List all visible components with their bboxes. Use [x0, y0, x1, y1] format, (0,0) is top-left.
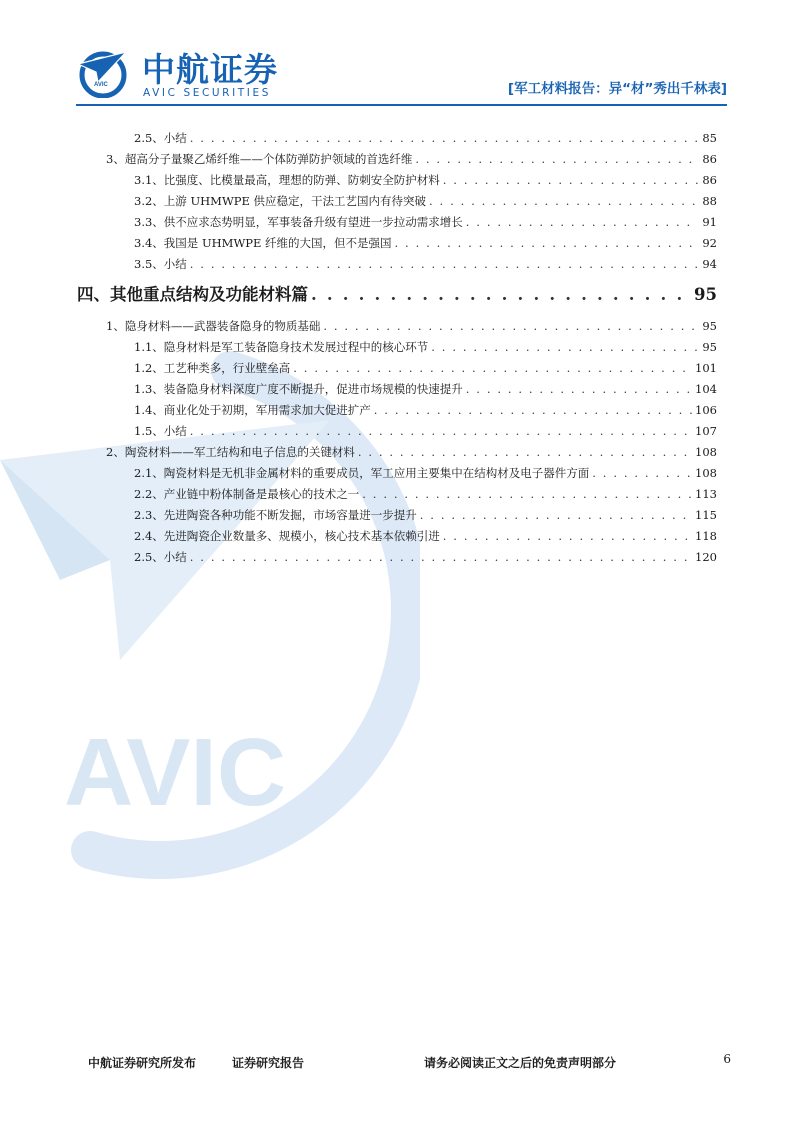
toc-entry-page: 104: [695, 382, 717, 396]
toc-entry[interactable]: [134, 507, 717, 523]
toc-leader-dots: [190, 257, 698, 271]
toc-entry[interactable]: [106, 444, 717, 460]
toc-entry-page: 88: [702, 194, 717, 208]
toc-entry-page: 113: [695, 487, 717, 501]
toc-entry-page: 92: [702, 236, 717, 250]
header-divider: [76, 104, 727, 106]
toc-entry-page: 95: [702, 340, 717, 354]
toc-entry[interactable]: [106, 151, 717, 167]
toc-leader-dots: [431, 340, 698, 354]
toc-entry-title: 四、其他重点结构及功能材料篇: [77, 285, 308, 304]
toc-entry-title: 3.4、我国是 UHMWPE 纤维的大国，但不是强国: [134, 236, 392, 250]
toc-entry-page: 85: [702, 131, 717, 145]
toc-entry-title: 1、隐身材料——武器装备隐身的物质基础: [106, 319, 321, 333]
toc-leader-dots: [362, 487, 692, 501]
toc-entry[interactable]: [134, 360, 717, 376]
brand-logo: [76, 44, 296, 104]
toc-entry-title: 1.5、小结: [134, 424, 187, 438]
toc-entry[interactable]: [134, 235, 717, 251]
avic-logo-icon: [76, 48, 130, 98]
toc-entry-title: 2.4、先进陶瓷企业数量多、规模小，核心技术基本依赖引进: [134, 529, 440, 543]
toc-leader-dots: [190, 550, 692, 564]
toc-entry-title: 3.5、小结: [134, 257, 187, 271]
toc-entry-page: 95: [702, 319, 717, 333]
toc-entry-title: 2.3、先进陶瓷各种功能不断发掘，市场容量进一步提升: [134, 508, 417, 522]
toc-entry-page: 107: [695, 424, 717, 438]
toc-entry[interactable]: [134, 172, 717, 188]
footer-disclaimer: 请务必阅读正文之后的免责声明部分: [424, 1056, 617, 1070]
toc-leader-dots: [293, 361, 692, 375]
toc-leader-dots: [443, 529, 692, 543]
toc-leader-dots: [323, 319, 698, 333]
toc-leader-dots: [311, 285, 691, 304]
toc-leader-dots: [395, 236, 698, 250]
toc-entry-title: 3、超高分子量聚乙烯纤维——个体防弹防护领域的首选纤维: [106, 152, 413, 166]
toc-leader-dots: [415, 152, 698, 166]
toc-entry-page: 101: [695, 361, 717, 375]
toc-entry[interactable]: [134, 402, 717, 418]
toc-entry[interactable]: [134, 339, 717, 355]
toc-leader-dots: [190, 424, 692, 438]
toc-leader-dots: [466, 382, 692, 396]
toc-leader-dots: [443, 173, 698, 187]
toc-entry-title: 3.1、比强度、比模量最高，理想的防弹、防刺安全防护材料: [134, 173, 440, 187]
toc-leader-dots: [420, 508, 692, 522]
toc-entry[interactable]: [134, 423, 717, 439]
brand-name-en: AVIC SECURITIES: [143, 87, 271, 99]
toc-entry-title: 1.1、隐身材料是军工装备隐身技术发展过程中的核心环节: [134, 340, 429, 354]
toc-entry[interactable]: [134, 381, 717, 397]
toc-entry-page: 118: [695, 529, 717, 543]
toc-entry[interactable]: [134, 465, 717, 481]
toc-leader-dots: [429, 194, 698, 208]
page-number: 6: [723, 1052, 731, 1066]
toc-leader-dots: [190, 131, 698, 145]
toc-entry-page: 108: [695, 445, 717, 459]
toc-entry-page: 120: [695, 550, 717, 564]
toc-entry[interactable]: [134, 486, 717, 502]
toc-entry[interactable]: [134, 214, 717, 230]
svg-text:AVIC: AVIC: [94, 82, 108, 88]
toc-entry-page: 108: [695, 466, 717, 480]
toc-entry-title: 2.2、产业链中粉体制备是最核心的技术之一: [134, 487, 360, 501]
toc-entry-page: 86: [702, 173, 717, 187]
brand-name-cn: 中航证券: [142, 50, 278, 89]
toc-entry-title: 1.4、商业化处于初期，军用需求加大促进扩产: [134, 403, 371, 417]
toc-entry-page: 106: [695, 403, 717, 417]
toc-entry-title: 2.5、小结: [134, 550, 187, 564]
footer-publisher: 中航证券研究所发布: [88, 1056, 197, 1070]
watermark-text: AVIC: [64, 719, 287, 826]
toc-entry-page: 94: [702, 257, 717, 271]
toc-entry-title: 2、陶瓷材料——军工结构和电子信息的关键材料: [106, 445, 355, 459]
toc-entry-page: 86: [702, 152, 717, 166]
toc-leader-dots: [374, 403, 692, 417]
toc-entry-page: 95: [694, 285, 717, 304]
toc-entry[interactable]: [134, 528, 717, 544]
toc-chapter-entry[interactable]: [77, 281, 717, 305]
footer-doc-type: 证券研究报告: [232, 1056, 305, 1070]
toc-entry-page: 91: [702, 215, 717, 229]
toc-leader-dots: [592, 466, 692, 480]
toc-entry-title: 3.2、上游 UHMWPE 供应稳定，干法工艺国内有待突破: [134, 194, 427, 208]
toc-entry-title: 1.3、装备隐身材料深度广度不断提升，促进市场规模的快速提升: [134, 382, 463, 396]
avic-watermark: [0, 330, 420, 930]
toc-entry-title: 1.2、工艺种类多，行业壁垒高: [134, 361, 291, 375]
toc-entry[interactable]: [134, 549, 717, 565]
toc-leader-dots: [466, 215, 698, 229]
toc-entry[interactable]: [106, 318, 717, 334]
toc-entry[interactable]: [134, 256, 717, 272]
report-series-tag: [军工材料报告：异“材”秀出千林表]: [507, 81, 727, 97]
toc-entry-page: 115: [695, 508, 717, 522]
toc-entry[interactable]: [134, 193, 717, 209]
toc-entry-title: 2.5、小结: [134, 131, 187, 145]
toc-leader-dots: [358, 445, 692, 459]
toc-entry-title: 2.1、陶瓷材料是无机非金属材料的重要成员，军工应用主要集中在结构材及电子器件方面: [134, 466, 590, 480]
toc-entry[interactable]: [134, 130, 717, 146]
toc-entry-title: 3.3、供不应求态势明显，军事装备升级有望进一步拉动需求增长: [134, 215, 463, 229]
